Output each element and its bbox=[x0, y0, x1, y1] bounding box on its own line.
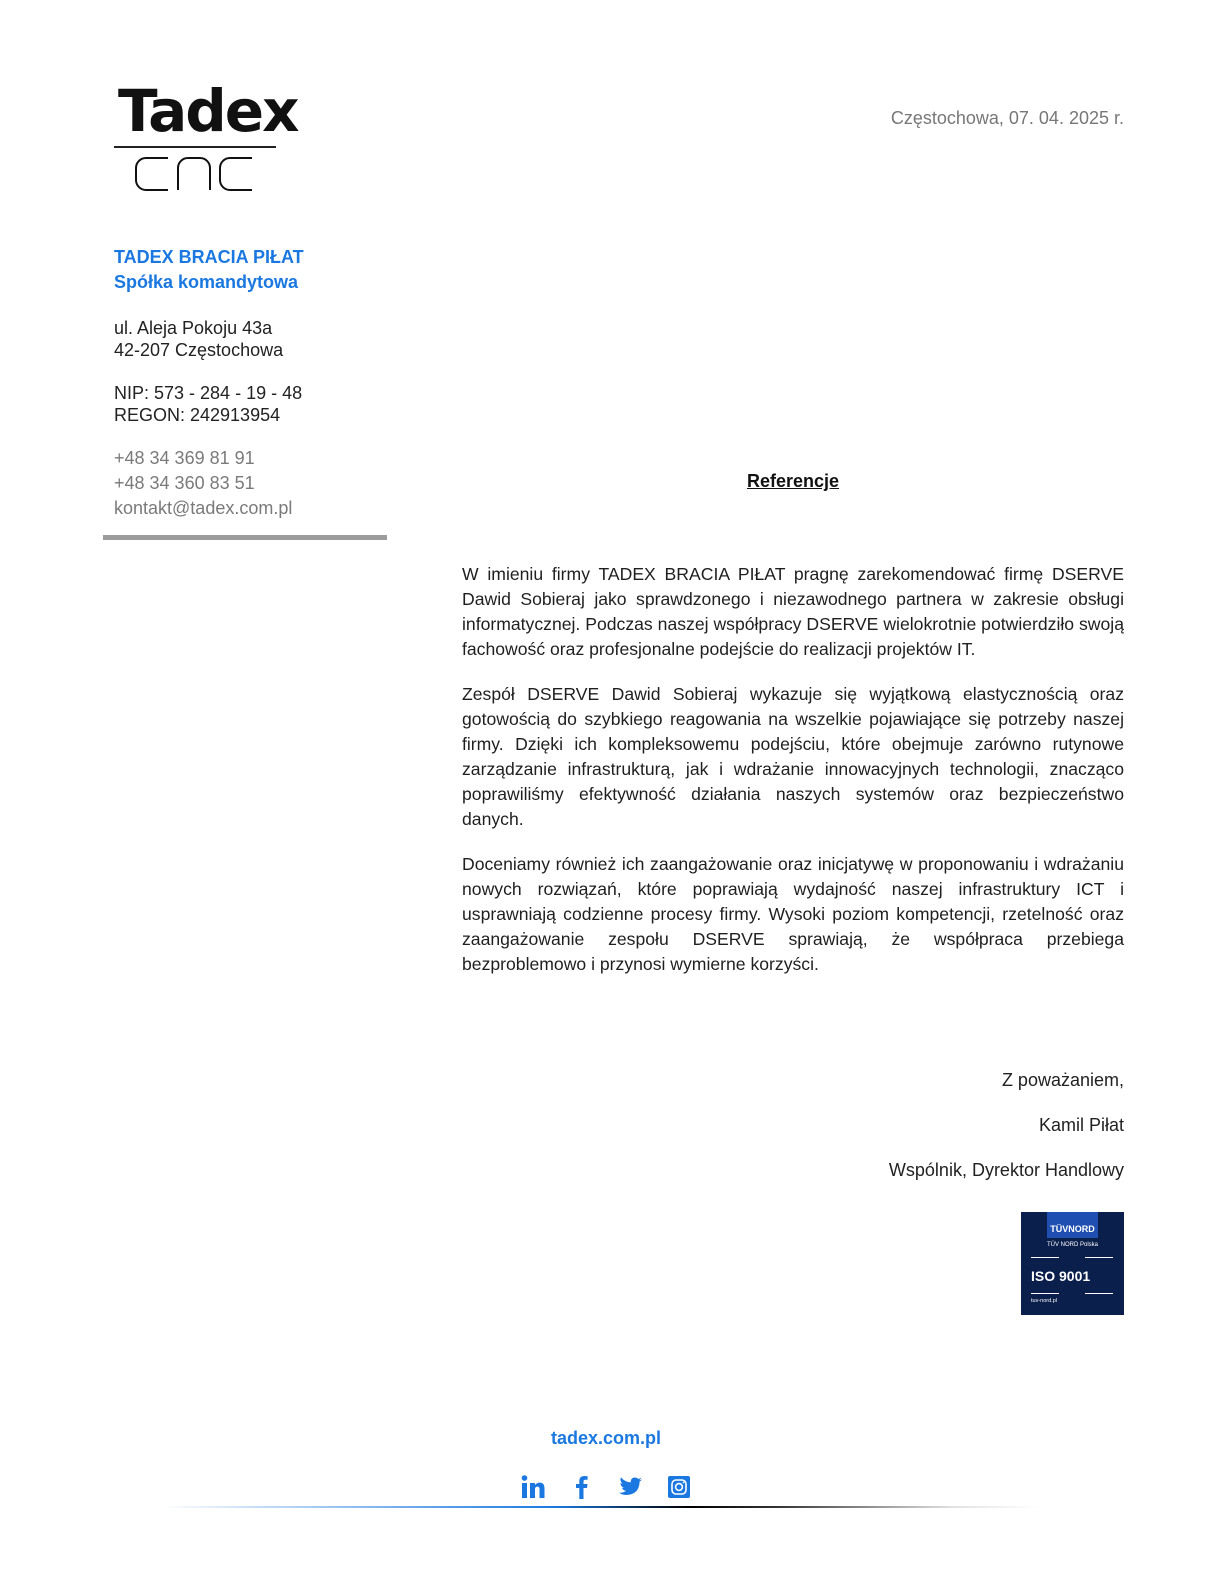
company-name-block bbox=[114, 245, 304, 295]
letter-date: Częstochowa, 07. 04. 2025 r. bbox=[890, 108, 1124, 128]
signer-title: Wspólnik, Dyrektor Handlowy bbox=[888, 1160, 1124, 1180]
nip-number: NIP: 573 - 284 - 19 - 48 bbox=[114, 383, 303, 403]
twitter-icon[interactable] bbox=[617, 1474, 643, 1500]
tuv-divider bbox=[1031, 1293, 1059, 1294]
email: kontakt@tadex.com.pl bbox=[114, 498, 293, 518]
company-name: TADEX BRACIA PIŁAT bbox=[114, 247, 304, 267]
left-divider bbox=[103, 535, 387, 540]
company-contacts bbox=[114, 446, 292, 521]
signer-name: Kamil Piłat bbox=[1038, 1115, 1124, 1135]
paragraph-2: Zespół DSERVE Dawid Sobieraj wykazuje się wyjątkową elastycznością oraz gotowością do szybkiego reagowania na wszelkie pojawiające się potrzeby naszej firmy. Dzięki ich kompleksowemu podejściu, które obejmuje zarówno rutynowe zarządzanie infrastrukturą, jak i wdrażanie innowacyjnych technologii, znacząco poprawiliśmy efektywność działania naszych systemów oraz bezpieczeństwo danych. bbox=[462, 684, 1124, 829]
linkedin-icon[interactable] bbox=[520, 1474, 546, 1500]
regon-number: REGON: 242913954 bbox=[114, 405, 281, 425]
letter-body bbox=[462, 562, 1124, 997]
social-links bbox=[520, 1473, 692, 1501]
iso-standard: ISO 9001 bbox=[1031, 1268, 1091, 1284]
tuv-subtitle: TÜV NORD Polska bbox=[1046, 1242, 1098, 1248]
phone-2: +48 34 360 83 51 bbox=[114, 473, 255, 493]
tuv-url: tuv-nord.pl bbox=[1031, 1298, 1057, 1304]
company-ids bbox=[114, 382, 302, 426]
address-street: ul. Aleja Pokoju 43a bbox=[114, 318, 273, 338]
logo-wordmark: Tadex bbox=[118, 77, 298, 145]
closing: Z poważaniem, bbox=[1001, 1070, 1124, 1090]
company-logo bbox=[114, 77, 298, 196]
instagram-icon[interactable] bbox=[666, 1474, 692, 1500]
facebook-icon[interactable] bbox=[569, 1474, 595, 1500]
iso-certificate-badge bbox=[1021, 1212, 1124, 1315]
company-address bbox=[114, 317, 283, 361]
logo-divider bbox=[114, 146, 276, 148]
logo-cnc-icon bbox=[134, 156, 254, 192]
paragraph-3: Doceniamy również ich zaangażowanie oraz inicjatywę w proponowaniu i wdrażaniu nowych rozwiązań, które poprawiają wydajność naszej infrastruktury ICT i usprawniają codzienne procesy firmy. Wysoki poziom kompetencji, rzetelność oraz zaangażowanie zespołu DSERVE sprawiają, że współpraca przebiega bezproblemowo i przynosi wymierne korzyści. bbox=[462, 854, 1124, 974]
footer-divider bbox=[160, 1506, 1040, 1508]
tuv-divider bbox=[1085, 1293, 1113, 1294]
address-city: 42-207 Częstochowa bbox=[114, 340, 284, 360]
document-title: Referencje bbox=[746, 471, 840, 491]
phone-1: +48 34 369 81 91 bbox=[114, 448, 255, 468]
tuv-divider bbox=[1085, 1257, 1113, 1258]
signature-block bbox=[889, 1069, 1124, 1204]
tuv-brand: TÜVNORD bbox=[1050, 1224, 1095, 1234]
tuv-divider bbox=[1031, 1257, 1059, 1258]
website-link[interactable]: tadex.com.pl bbox=[550, 1428, 662, 1448]
paragraph-1: W imieniu firmy TADEX BRACIA PIŁAT pragnę zarekomendować firmę DSERVE Dawid Sobieraj jako sprawdzonego i niezawodnego partnera w zakresie obsługi informatycznej. Podczas naszej współpracy DSERVE wielokrotnie potwierdziło swoją fachowość oraz profesjonalne podejście do realizacji projektów IT. bbox=[462, 564, 1124, 659]
company-form: Spółka komandytowa bbox=[114, 272, 299, 292]
